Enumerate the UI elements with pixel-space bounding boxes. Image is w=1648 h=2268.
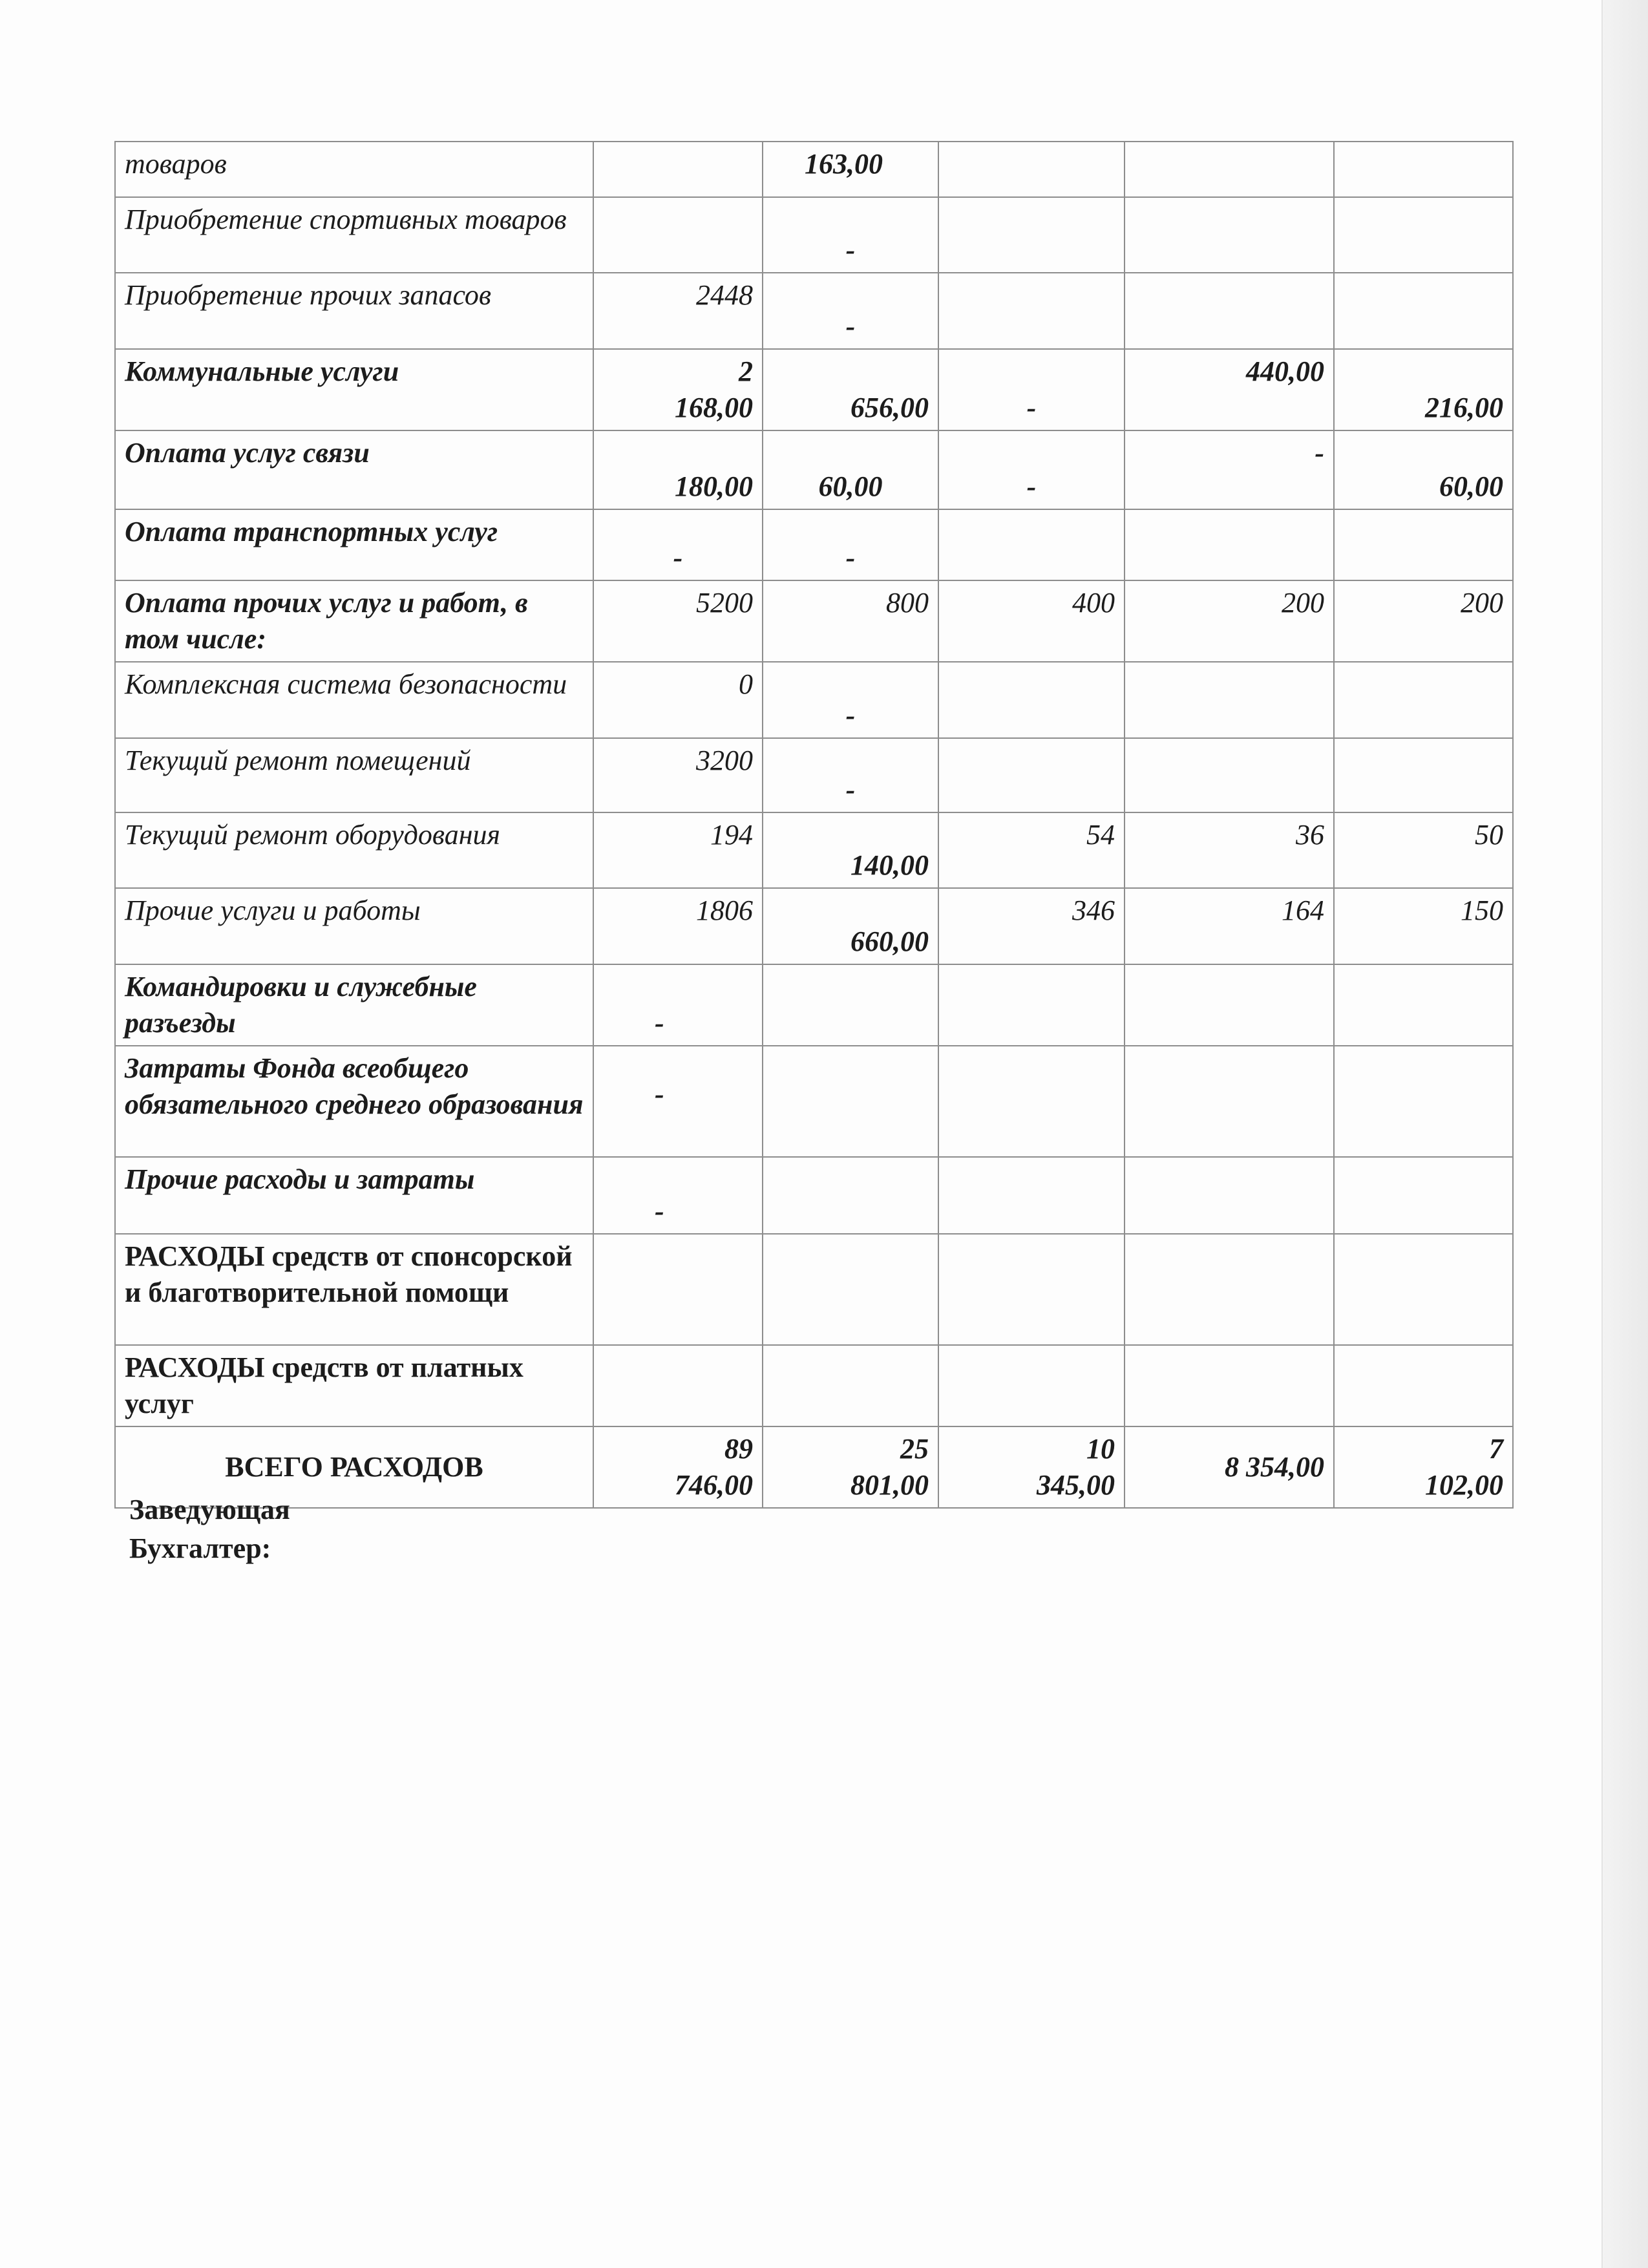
table-row [115,738,1513,812]
row-label: Оплата услуг связи [115,430,593,509]
cell [1334,662,1513,738]
cell [1125,1345,1334,1426]
cell: - [593,1157,763,1234]
cell [1334,738,1513,812]
row-label: Оплата прочих услуг и работ, в том числе: [115,580,593,662]
cell: 163,00 [763,142,938,197]
table-row [115,197,1513,273]
cell [1334,1234,1513,1345]
cell: 60,00 [1334,430,1513,509]
cell: 660,00 [763,888,938,964]
table-row [115,662,1513,738]
cell [763,1234,938,1345]
table-row [115,1345,1513,1426]
cell [1334,197,1513,273]
cell [938,1345,1125,1426]
table-row [115,1046,1513,1157]
cell [1334,142,1513,197]
cell: - [763,738,938,812]
table-row [115,1157,1513,1234]
cell [938,964,1125,1046]
cell: 440,00 [1125,349,1334,430]
cell [1334,1157,1513,1234]
cell [938,197,1125,273]
cell [1125,197,1334,273]
cell: 800 [763,580,938,662]
cell: - [763,197,938,273]
cell [1125,142,1334,197]
cell [593,1234,763,1345]
cell [1125,1234,1334,1345]
accountant-signature-label: Бухгалтер: [129,1532,271,1564]
cell [763,1157,938,1234]
cell: 656,00 [763,349,938,430]
cell: 216,00 [1334,349,1513,430]
table-row [115,142,1513,197]
head-signature-label: Заведующая [129,1494,290,1525]
cell: - [763,509,938,580]
cell [593,1345,763,1426]
cell [938,662,1125,738]
row-label: Затраты Фонда всеобщего обязательного среднего образования [115,1046,593,1157]
cell: 180,00 [593,430,763,509]
cell: - [593,509,763,580]
total-cell: 25 801,00 [763,1426,938,1508]
cell [1334,1046,1513,1157]
cell: 36 [1125,812,1334,888]
cell [593,197,763,273]
total-cell: 7 102,00 [1334,1426,1513,1508]
cell [1334,273,1513,349]
cell: 1806 [593,888,763,964]
cell [1334,964,1513,1046]
row-label: Текущий ремонт оборудования [115,812,593,888]
cell: - [763,662,938,738]
cell [938,1157,1125,1234]
row-label: Текущий ремонт помещений [115,738,593,812]
table-row [115,349,1513,430]
cell: - [763,273,938,349]
cell: 2 168,00 [593,349,763,430]
expenses-table [114,141,1514,1509]
cell [1125,964,1334,1046]
cell: 0 [593,662,763,738]
row-label: РАСХОДЫ средств от спонсорской и благотворительной помощи [115,1234,593,1345]
cell [763,1345,938,1426]
row-label: Прочие услуги и работы [115,888,593,964]
cell [763,964,938,1046]
cell [763,1046,938,1157]
cell [1334,509,1513,580]
cell: 2448 [593,273,763,349]
cell: - [938,349,1125,430]
row-label: Приобретение прочих запасов [115,273,593,349]
row-label: Прочие расходы и затраты [115,1157,593,1234]
total-cell: 8 354,00 [1125,1426,1334,1508]
cell [938,738,1125,812]
row-label: Оплата транспортных услуг [115,509,593,580]
row-label: товаров [115,142,593,197]
table-row [115,580,1513,662]
cell: 3200 [593,738,763,812]
cell [1125,662,1334,738]
cell: 200 [1125,580,1334,662]
table-row [115,430,1513,509]
scan-page-edge [1601,0,1648,2268]
cell: 200 [1334,580,1513,662]
row-label: РАСХОДЫ средств от платных услуг [115,1345,593,1426]
cell [938,1046,1125,1157]
table-row [115,273,1513,349]
cell [1125,273,1334,349]
total-label: ВСЕГО РАСХОДОВ [115,1426,593,1508]
table-row [115,1234,1513,1345]
cell: 150 [1334,888,1513,964]
table-row [115,888,1513,964]
cell [938,273,1125,349]
cell: 164 [1125,888,1334,964]
cell: 60,00 [763,430,938,509]
row-label: Приобретение спортивных товаров [115,197,593,273]
cell: - [938,430,1125,509]
table-row [115,812,1513,888]
cell [1125,509,1334,580]
table-row [115,509,1513,580]
cell [593,142,763,197]
cell [1125,1046,1334,1157]
cell: 50 [1334,812,1513,888]
cell [1125,1157,1334,1234]
cell: 194 [593,812,763,888]
cell: 5200 [593,580,763,662]
table-row [115,964,1513,1046]
row-label: Комплексная система безопасности [115,662,593,738]
cell: 400 [938,580,1125,662]
cell [1125,738,1334,812]
total-cell: 89 746,00 [593,1426,763,1508]
cell: 54 [938,812,1125,888]
row-label: Командировки и служебные разъезды [115,964,593,1046]
row-label: Коммунальные услуги [115,349,593,430]
cell: - [593,964,763,1046]
total-cell: 10 345,00 [938,1426,1125,1508]
cell [1334,1345,1513,1426]
cell: 346 [938,888,1125,964]
cell [938,1234,1125,1345]
total-row [115,1426,1513,1508]
cell: - [593,1046,763,1157]
cell [938,142,1125,197]
cell: - [1125,430,1334,509]
cell: 140,00 [763,812,938,888]
cell [938,509,1125,580]
